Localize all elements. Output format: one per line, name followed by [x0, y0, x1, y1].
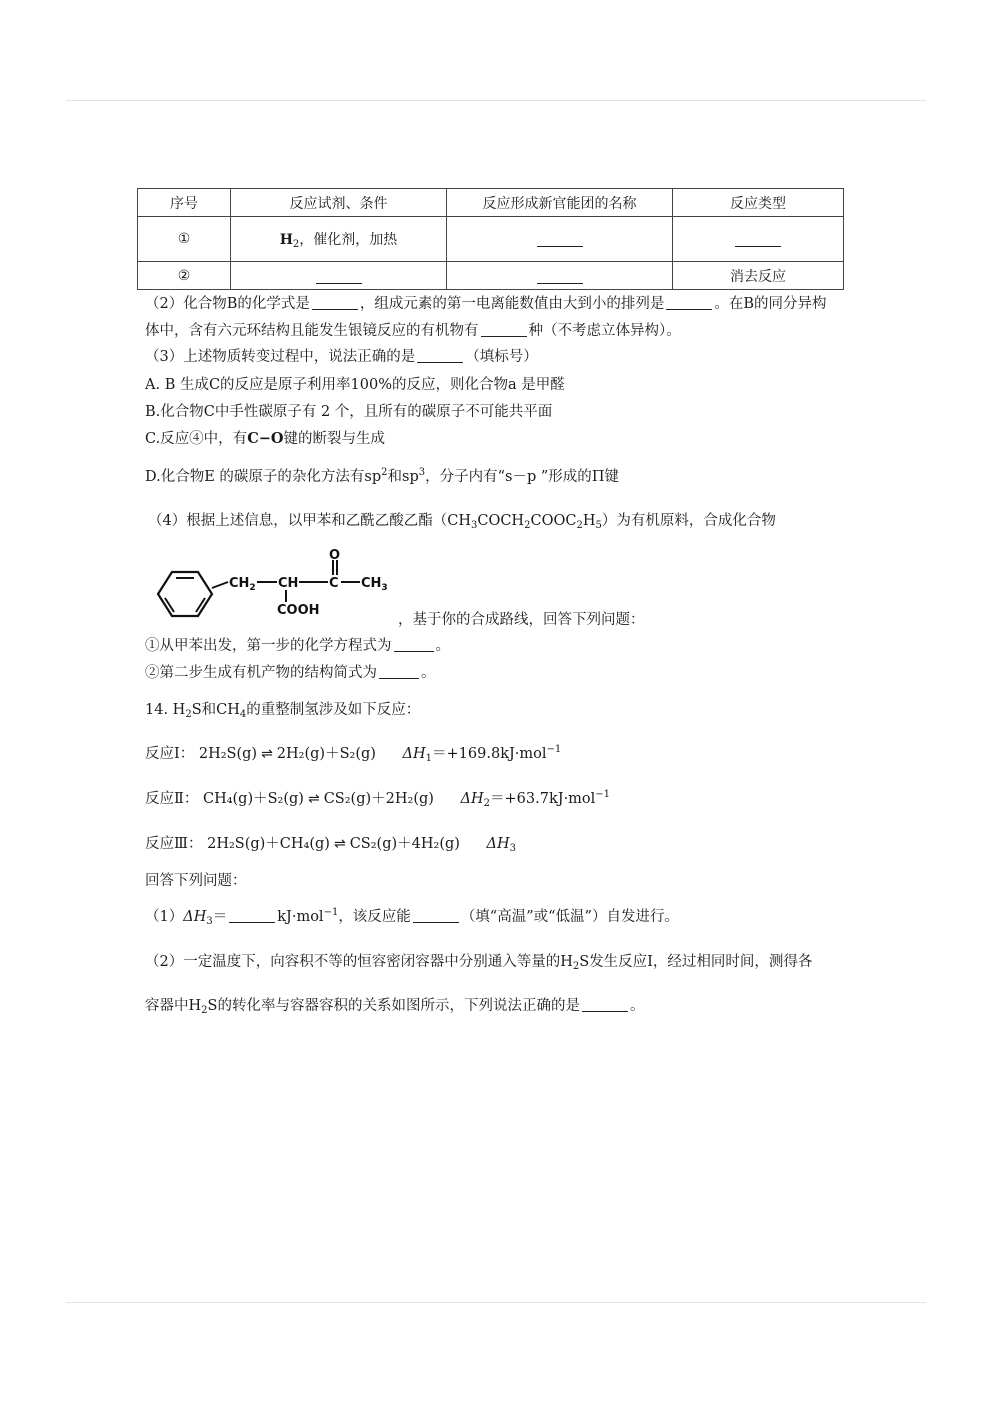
q14-sub: 2 [201, 1005, 208, 1016]
formula-sub: 5 [595, 520, 602, 531]
q14-sub: 2 [572, 961, 580, 972]
answer-blank[interactable] [582, 998, 628, 1012]
delta-h-sub: 1 [425, 753, 433, 764]
q4-text: ）为有机原料，合成化合物 [601, 513, 776, 529]
q2-text: ，组成元素的第一电离能数值由大到小的排列是 [359, 296, 665, 312]
q14-text: S发生反应Ⅰ，经过相同时间，测得各 [579, 954, 813, 970]
reaction-label: 反应Ⅲ： [145, 836, 203, 852]
q2-text: 。在B的同分异构 [714, 296, 827, 312]
bond-line [212, 582, 228, 588]
sp-text: sp [364, 469, 382, 485]
q2-text: （2）化合物B的化学式是 [145, 296, 310, 312]
q3-text: 键的断裂与生成 [283, 431, 386, 447]
answer-blank[interactable] [417, 349, 463, 363]
unit-exp: −1 [595, 789, 611, 800]
q3-text: （3）上述物质转变过程中，说法正确的是 [145, 349, 416, 365]
q14-text: （填“高温”或“低温”）自发进行。 [460, 909, 679, 925]
table-header-row [138, 189, 844, 217]
svg-text:CH2 [229, 576, 256, 593]
q3-text: （填标号） [465, 349, 538, 365]
delta-h-sub: 2 [483, 798, 491, 809]
q4-sub1 [145, 637, 450, 655]
q14-text: （1） [145, 909, 184, 925]
q14-text: 的重整制氢涉及如下反应： [246, 702, 421, 718]
q14-text: S和CH [191, 702, 240, 718]
q3-option-d [145, 468, 619, 486]
answer-blank[interactable] [735, 236, 781, 247]
row1-reagent [231, 217, 447, 262]
formula-part: CH [447, 513, 471, 529]
q3-text: 键 [604, 469, 619, 485]
reaction-rhs: CS₂(g)＋4H₂(g) [349, 836, 460, 852]
row2-reagent-answer[interactable] [231, 262, 447, 290]
sp-exp: 2 [381, 467, 388, 478]
formula-sub: 2 [576, 520, 583, 531]
q14-text: （2）一定温度下，向容积不等的恒容密闭容器中分别通入等量的H [145, 954, 573, 970]
q14-text: ，该反应能 [338, 909, 411, 925]
answer-blank[interactable] [481, 323, 527, 337]
formula-sub: 3 [470, 520, 478, 531]
table-row [138, 262, 844, 290]
q3-option-c [145, 430, 385, 448]
q3-text: C.反应④中，有 [145, 431, 248, 447]
row2-no: ② [138, 262, 231, 290]
q4-text: ①从甲苯出发，第一步的化学方程式为 [145, 638, 392, 654]
reaction-lhs: CH₄(g)＋S₂(g) [202, 791, 304, 807]
benzene-double-bond [196, 598, 205, 612]
row1-no: ① [138, 217, 231, 262]
row1-group-answer[interactable] [447, 217, 673, 262]
row2-group-answer[interactable] [447, 262, 673, 290]
row1-type-answer[interactable] [673, 217, 844, 262]
header-reagent: 反应试剂、条件 [231, 189, 447, 217]
q14-text: 容器中H [145, 998, 202, 1014]
formula-part: COOC [530, 513, 577, 529]
answer-blank[interactable] [312, 296, 358, 310]
delta-h: ΔH [486, 836, 510, 852]
q14-sub: 2 [185, 709, 192, 720]
equilibrium-arrow-icon: ⇌ [333, 836, 346, 852]
ch2-label: CH [229, 576, 250, 591]
equilibrium-arrow-icon: ⇌ [261, 746, 273, 762]
q14-unit: kJ·mol [277, 909, 324, 925]
q4-line1 [148, 512, 776, 530]
header-no: 序号 [138, 189, 231, 217]
q14-text: S的转化率与容器容积的关系如图所示，下列说法正确的是 [207, 998, 580, 1014]
cooh-label: COOH [277, 603, 320, 618]
table-row [138, 217, 844, 262]
q14-text: 。 [629, 998, 645, 1014]
delta-h: ΔH [460, 791, 484, 807]
reaction-label: 反应Ⅰ： [145, 746, 195, 762]
formula-part: H [582, 513, 596, 529]
unit-exp: −1 [546, 744, 562, 755]
reaction-table [137, 188, 844, 290]
q14-text: 14. H [145, 702, 186, 718]
equilibrium-arrow-icon: ⇌ [307, 791, 320, 807]
row1-reagent-sub: 2 [292, 239, 300, 250]
q4-sub2 [145, 664, 436, 682]
delta-h: ΔH [183, 909, 207, 925]
q3-text: ，分子内有“s－p ”形成的 [425, 469, 592, 485]
reaction-3 [145, 835, 516, 853]
delta-h-sub: 3 [206, 916, 213, 927]
delta-h-value: ＝+63.7kJ·mol [490, 791, 596, 807]
answer-blank[interactable] [229, 909, 275, 923]
answer-blank[interactable] [394, 638, 434, 652]
q14-sub2-line1 [145, 953, 812, 971]
q3-stem [145, 348, 538, 366]
svg-text:CH3 [361, 576, 388, 593]
q3-option-a: A. B 生成C的反应是原子利用率100%的反应，则化合物a 是甲醛 [145, 377, 565, 393]
delta-h: ΔH [402, 746, 426, 762]
reaction-2 [145, 790, 610, 808]
row1-reagent-rest: ，催化剂，加热 [299, 232, 398, 248]
reaction-lhs: 2H₂S(g)＋CH₄(g) [207, 836, 330, 852]
target-compound-structure [152, 548, 402, 622]
sp-exp: 3 [418, 467, 426, 478]
ch2-sub: 2 [249, 583, 256, 593]
answer-blank[interactable] [537, 273, 583, 284]
pi-symbol: Π [591, 469, 605, 485]
q2-text: 种（不考虑立体异构）。 [528, 323, 681, 339]
q14-sub2-line2 [145, 997, 644, 1015]
q14-sub: 4 [239, 709, 247, 720]
delta-h-sub: 3 [509, 843, 517, 854]
reaction-lhs: 2H₂S(g) [198, 746, 258, 762]
q2-line1 [145, 295, 827, 313]
q3-bond: C−O [247, 430, 284, 447]
q3-text: 和 [387, 469, 403, 485]
unit-exp: −1 [323, 907, 339, 918]
sp-text: sp [402, 469, 419, 485]
formula-part: COCH [477, 513, 525, 529]
q2-line2 [145, 322, 681, 340]
benzene-double-bond [165, 598, 174, 612]
header-reaction-type: 反应类型 [673, 189, 844, 217]
q4-text: 。 [421, 665, 436, 681]
header-functional-group: 反应形成新官能团的名称 [447, 189, 673, 217]
answer-blank[interactable] [666, 296, 712, 310]
carbonyl-c-label: C [329, 576, 339, 591]
q4-text: 。 [435, 638, 450, 654]
row1-reagent-h: H [279, 232, 293, 248]
q4-text: （4）根据上述信息，以甲苯和乙酰乙酸乙酯（ [148, 513, 448, 529]
reaction-rhs: CS₂(g)＋2H₂(g) [323, 791, 434, 807]
answer-blank[interactable] [379, 665, 419, 679]
q4-text: ②第二步生成有机产物的结构简式为 [145, 665, 377, 681]
answer-blank[interactable] [537, 236, 583, 247]
reaction-rhs: 2H₂(g)＋S₂(g) [276, 746, 376, 762]
formula-sub: 2 [524, 520, 531, 531]
q14-sub1 [145, 908, 679, 926]
q14-text: ＝ [212, 909, 228, 925]
answer-blank[interactable] [413, 909, 459, 923]
reaction-1 [145, 745, 561, 763]
oxygen-label: O [329, 548, 341, 563]
ch-label: CH [278, 576, 299, 591]
q14-title [145, 701, 420, 719]
ch3-label: CH [361, 576, 382, 591]
q4-after-structure: ，基于你的合成路线，回答下列问题： [398, 612, 645, 628]
row2-type: 消去反应 [673, 262, 844, 290]
q2-text: 体中，含有六元环结构且能发生银镜反应的有机物有 [145, 323, 479, 339]
q3-text: D.化合物E 的碳原子的杂化方法有 [145, 469, 365, 485]
q3-option-b: B.化合物C中手性碳原子有 2 个，且所有的碳原子不可能共平面 [145, 404, 553, 420]
q14-answer-intro: 回答下列问题： [145, 873, 247, 889]
delta-h-value: ＝+169.8kJ·mol [432, 746, 547, 762]
answer-blank[interactable] [316, 273, 362, 284]
reaction-label: 反应Ⅱ： [145, 791, 199, 807]
ch3-sub: 3 [381, 583, 388, 593]
